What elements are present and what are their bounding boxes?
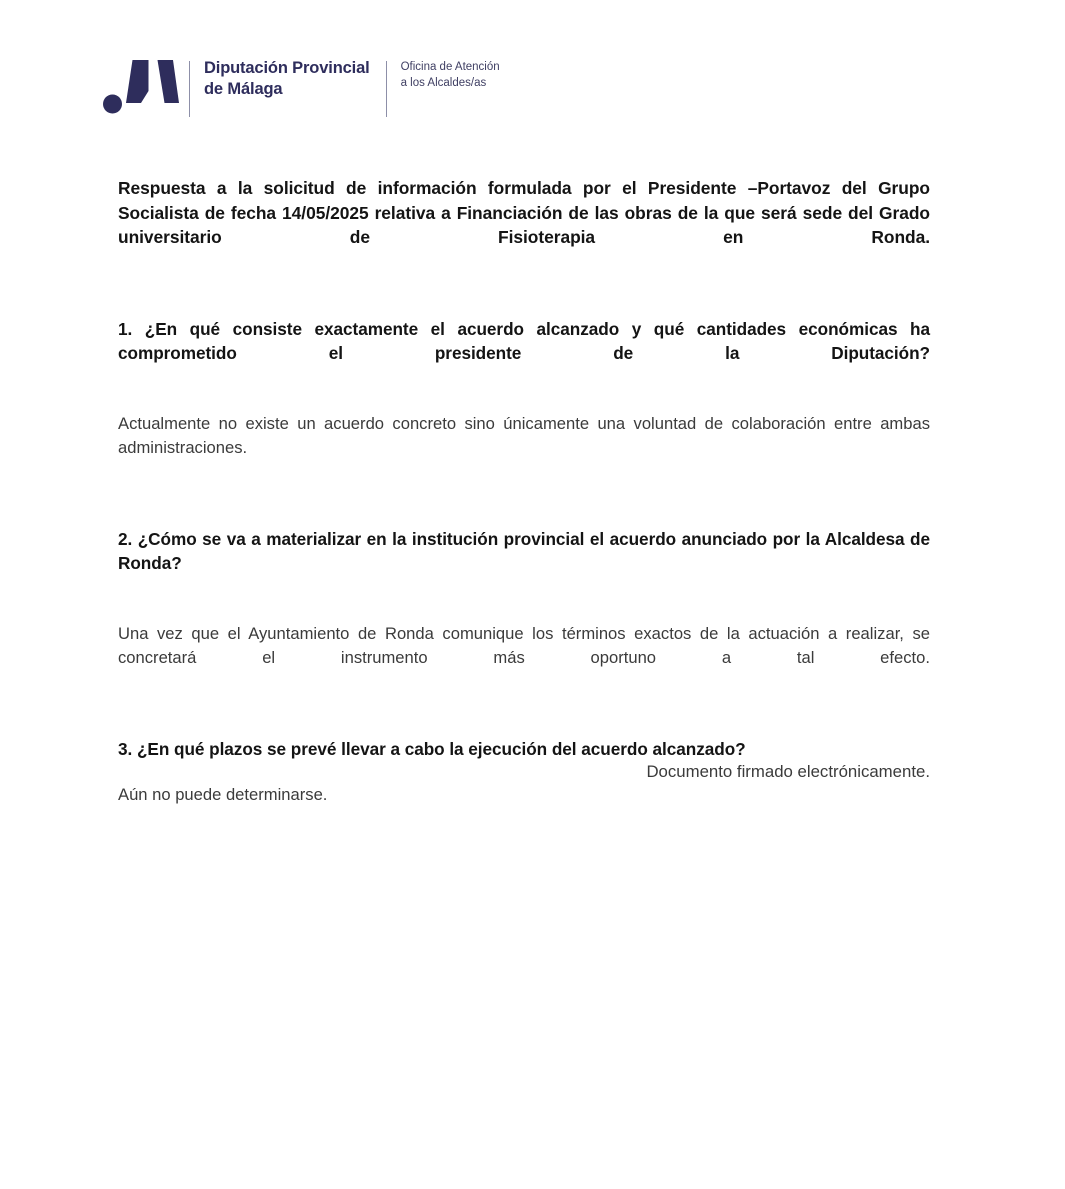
brand-name-line-2: de Málaga — [204, 80, 283, 99]
question-1: 1. ¿En qué consiste exactamente el acuerdo alcanzado y qué cantidades económicas ha comprometido el presidente de la Diputación? — [118, 318, 930, 364]
letterhead — [103, 58, 500, 120]
answer-3: Aún no puede determinarse. — [118, 785, 328, 805]
spacer — [118, 485, 930, 527]
office-name-line-1: Oficina de Atención — [400, 61, 500, 73]
diputacion-malaga-logo-icon — [103, 58, 179, 114]
spacer — [118, 390, 930, 412]
office-block — [387, 58, 500, 91]
brand-name-line-1: Diputación Provincial — [204, 59, 370, 77]
document-body — [118, 176, 930, 807]
signature-note: Documento firmado electrónicamente. — [646, 762, 930, 781]
spacer — [118, 275, 930, 317]
question-2: 2. ¿Cómo se va a materializar en la institución provincial el acuerdo anunciado por la Alcaldesa de Ronda? — [118, 528, 930, 574]
brand-block — [190, 58, 386, 100]
question-3: 3. ¿En qué plazos se prevé llevar a cabo la ejecución del acuerdo alcanzado? — [118, 738, 746, 759]
answer-2: Una vez que el Ayuntamiento de Ronda comunique los términos exactos de la actuación a realizar, se concretará el instrumento más oportuno a tal efecto. — [118, 624, 930, 668]
spacer — [118, 600, 930, 622]
answer-1: Actualmente no existe un acuerdo concreto sino únicamente una voluntad de colaboración entre ambas administraciones. — [118, 414, 930, 458]
spacer — [118, 695, 930, 737]
document-title: Respuesta a la solicitud de información formulada por el Presidente –Portavoz del Grupo Socialista de fecha 14/05/2025 relativa a Financiación de las obras de la que será sede del Grado universitario de Fisioterapia en Ronda. — [118, 178, 930, 248]
office-name-line-2: a los Alcaldes/as — [400, 76, 487, 89]
